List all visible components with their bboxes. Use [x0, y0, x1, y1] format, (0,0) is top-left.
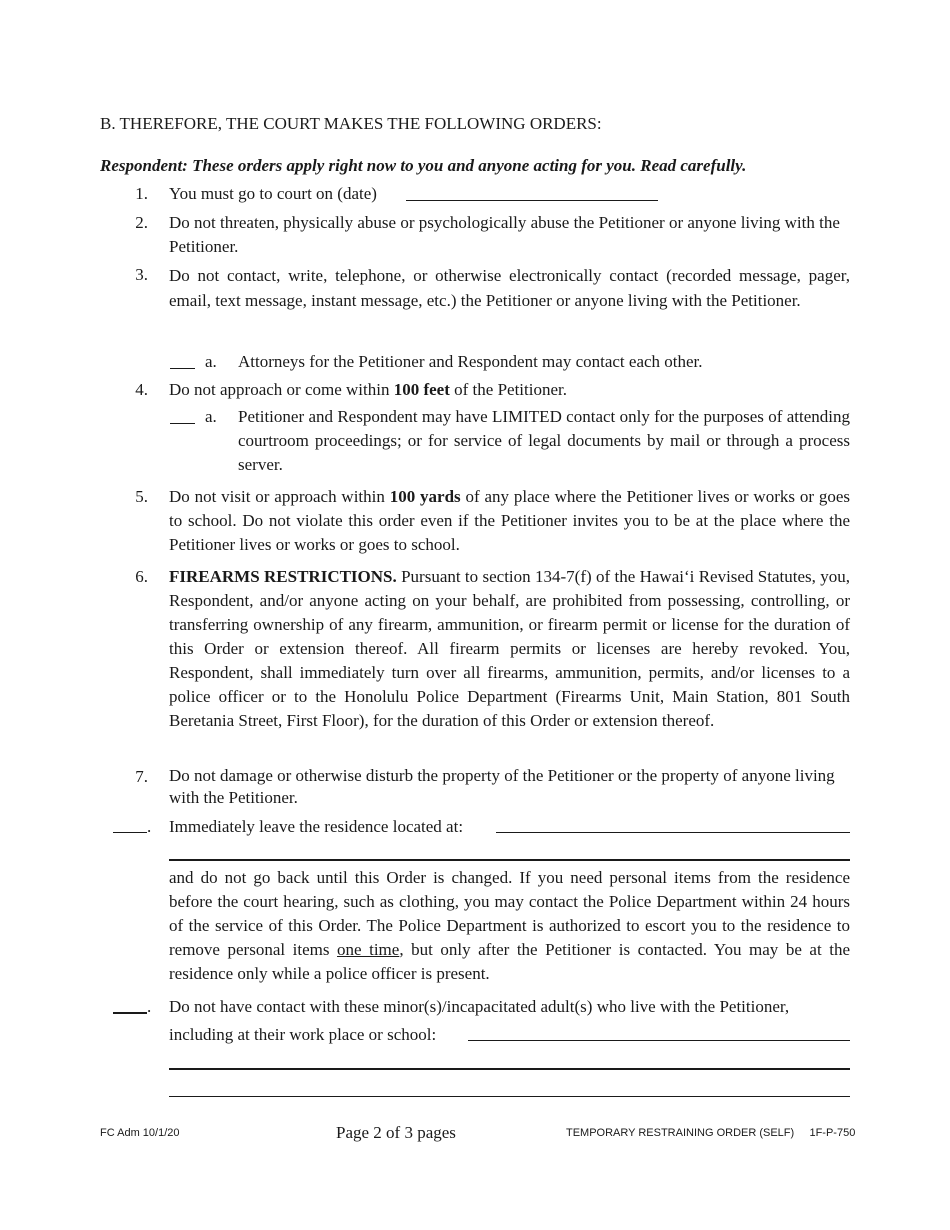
leave-residence-dot: . — [147, 817, 152, 836]
item-4-number: 4. — [135, 380, 148, 399]
footer-form-date: FC Adm 10/1/20 — [100, 1127, 180, 1139]
item-2-number: 2. — [135, 213, 148, 232]
minors-checkbox-line[interactable] — [113, 1012, 147, 1014]
respondent-notice: Respondent: These orders apply right now to you and anyone acting for you. Read carefully. — [100, 156, 747, 175]
leave-residence-label: Immediately leave the residence located at: — [169, 817, 464, 836]
leave-residence-checkbox-line[interactable] — [113, 832, 147, 833]
item-4a-checkbox-line[interactable] — [170, 423, 195, 424]
item-1-number: 1. — [135, 184, 148, 203]
residence-address-field[interactable] — [496, 832, 850, 833]
minors-names-field-2[interactable] — [169, 1068, 850, 1070]
item-2-text: Do not threaten, physically abuse or psychologically abuse the Petitioner or anyone living with the Petitioner. — [169, 213, 840, 256]
item-3a-checkbox-line[interactable] — [170, 368, 195, 369]
item-1-text: You must go to court on (date) — [169, 184, 377, 203]
footer-form-title: TEMPORARY RESTRAINING ORDER (SELF) 1F-P-750 — [566, 1127, 856, 1139]
court-date-field[interactable] — [406, 200, 658, 201]
section-heading: B. THEREFORE, THE COURT MAKES THE FOLLOWING ORDERS: — [100, 114, 602, 133]
minors-names-field[interactable] — [468, 1040, 850, 1041]
item-3a-letter: a. — [205, 352, 217, 371]
item-6-text: FIREARMS RESTRICTIONS. Pursuant to section 134-7(f) of the Hawai‘i Revised Statutes, you, Respondent, and/or anyone acting on your behalf, are prohibited from possessing, controlling, or transferring ownership of any firearm, ammunition, or firearm permit or license for the duration of this Order or extension thereof. All firearm permits or licenses are hereby revoked. You, Respondent, shall immediately turn over all firearms, ammunition, permits, and/or licenses to a police officer or to the Honolulu Police Department (Firearms Unit, Main Station, 801 South Beretania Street, First Floor), for the duration of this Order or extension thereof. — [169, 567, 850, 730]
minors-names-field-3[interactable] — [169, 1096, 850, 1097]
item-4a-text: Petitioner and Respondent may have LIMITED contact only for the purposes of attending courtroom proceedings; or for service of legal documents by mail or through a process server. — [238, 407, 850, 474]
minors-line-2: including at their work place or school: — [169, 1025, 437, 1044]
item-3-number: 3. — [135, 265, 148, 284]
item-7-number: 7. — [135, 767, 148, 786]
item-4a-letter: a. — [205, 407, 217, 426]
residence-address-field-2[interactable] — [169, 859, 850, 861]
leave-residence-text: and do not go back until this Order is changed. If you need personal items from the residence before the court hearing, such as clothing, you may contact the Police Department within 24 hours of the service of this Order. The Police Department is authorized to escort you to the residence to remove personal items one time, but only after the Petitioner is contacted. You may be at the residence only while a police officer is present. — [169, 868, 850, 983]
item-3-text: Do not contact, write, telephone, or otherwise electronically contact (recorded message, pager, email, text message, instant message, etc.) the Petitioner or anyone living with the Petitioner. — [169, 266, 850, 310]
item-7-text: Do not damage or otherwise disturb the property of the Petitioner or the property of anyone living with the Petitioner. — [169, 766, 835, 807]
minors-line-1: Do not have contact with these minor(s)/incapacitated adult(s) who live with the Petitioner, — [169, 997, 790, 1016]
footer-page-number: Page 2 of 3 pages — [336, 1123, 456, 1142]
item-3a-text: Attorneys for the Petitioner and Respondent may contact each other. — [238, 352, 703, 371]
item-5-number: 5. — [135, 487, 148, 506]
item-4-text: Do not approach or come within 100 feet of the Petitioner. — [169, 380, 567, 399]
item-6-number: 6. — [135, 567, 148, 586]
minors-dot: . — [147, 997, 152, 1016]
item-5-text: Do not visit or approach within 100 yards of any place where the Petitioner lives or works or goes to school. Do not violate this order even if the Petitioner invites you to be at the place where the Petitioner lives or works or goes to school. — [169, 487, 850, 554]
